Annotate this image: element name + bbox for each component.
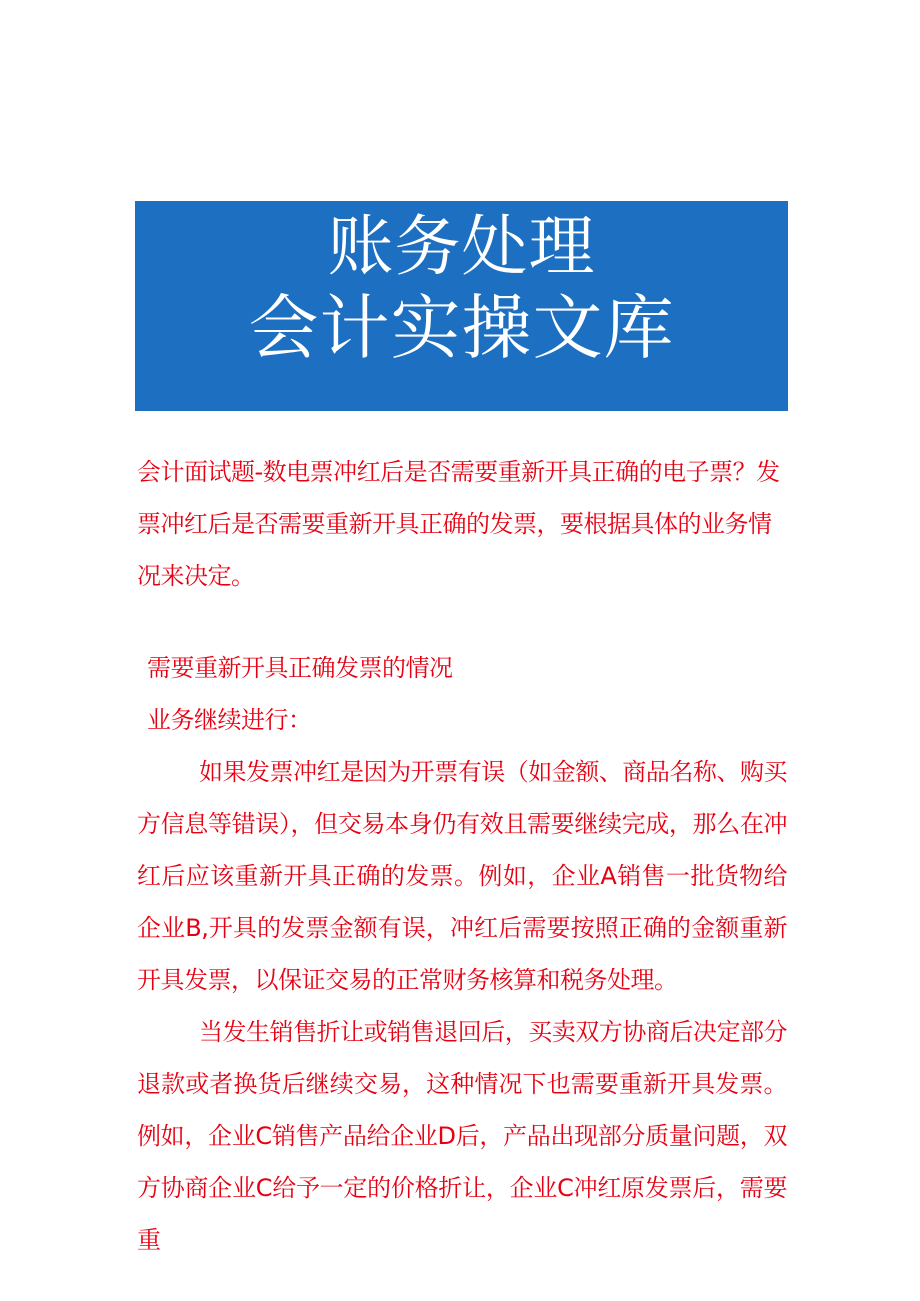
- subsection-heading: 业务继续进行：: [147, 706, 312, 734]
- article-body: [137, 446, 787, 1266]
- body-paragraph-2: 当发生销售折让或销售退回后，买卖双方协商后决定部分退款或者换货后继续交易，这种情况下也需要重新开具发票。例如，企业C销售产品给企业D后，产品出现部分质量问题，双方协商企业C给予一定的价格折让，企业C冲红原发票后，需要重: [137, 1018, 787, 1254]
- banner-title-line-1: 账务处理: [327, 208, 596, 285]
- banner-title-line-2: 会计实操文库: [248, 287, 675, 369]
- body-paragraph-1: 如果发票冲红是因为开票有误（如金额、商品名称、购买方信息等错误），但交易本身仍有效且需要继续完成，那么在冲红后应该重新开具正确的发票。例如，企业A销售一批货物给企业B,开具的发票金额有误，冲红后需要按照正确的金额重新开具发票，以保证交易的正常财务核算和税务处理。: [137, 758, 787, 994]
- intro-paragraph: 会计面试题-数电票冲红后是否需要重新开具正确的电子票？发票冲红后是否需要重新开具正确的发票，要根据具体的业务情况来决定。: [137, 458, 780, 590]
- section-heading: 需要重新开具正确发票的情况: [147, 654, 453, 682]
- title-banner: [135, 201, 788, 411]
